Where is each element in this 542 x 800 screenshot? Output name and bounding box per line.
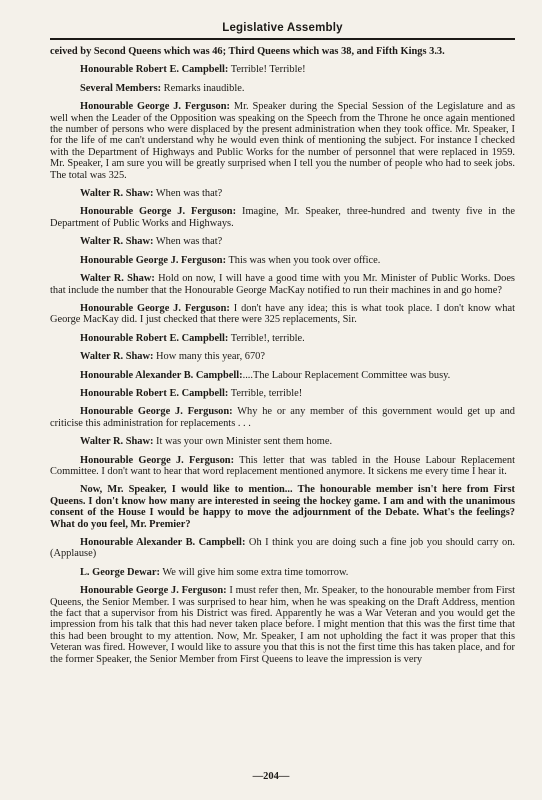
speech-text: Mr. Speaker during the Special Session of the Legislature and as well when the Leader of the Opposition was speaking on the Speech from the Throne he once again mentioned the number of persons who were displaced by the present administration when they took office. Mr. Speaker, I for the life of me can't understand why he would even think of mentioning the subject. For instance I checked with the Department of Highways and Public Works for the number of personnel that were replaced in 1959. Mr. Speaker, I am sure you will be greatly surprised when I tell you the number of people who had to seek jobs. The total was 325.	[50, 101, 515, 181]
speaker-name: Honourable George J. Ferguson:	[80, 302, 230, 314]
transcript-paragraph	[50, 273, 515, 296]
speech-text: Imagine, Mr. Speaker, three-hundred and twenty five in the Department of Public Works and Highways.	[50, 206, 515, 229]
transcript-paragraph	[50, 255, 515, 266]
speaker-name: Honourable George J. Ferguson:	[80, 454, 235, 466]
transcript-paragraph	[50, 484, 515, 530]
transcript-paragraph	[50, 406, 515, 429]
speech-text: Now, Mr. Speaker, I would like to mention... The honourable member isn't here from First Queens. I don't know how many are interested in seeing the hockey game. I am and with the unanimous consent of the House I would be happy to move the adjournment of the Debate. What's the feelings? What do you feel, Mr. Premier?	[50, 484, 515, 530]
transcript-body	[50, 46, 515, 665]
transcript-paragraph	[50, 188, 515, 199]
speech-text: This letter that was tabled in the House Labour Replacement Committee. I don't want to hear that word replacement mentioned anymore. It sickens me every time I hear it.	[50, 454, 515, 477]
speech-text: ....The Labour Replacement Committee was busy.	[242, 369, 451, 381]
transcript-paragraph	[50, 351, 515, 362]
speech-text: Terrible! Terrible!	[228, 64, 306, 76]
speech-text: Terrible, terrible!	[228, 387, 303, 399]
speaker-name: Honourable George J. Ferguson:	[80, 585, 227, 597]
speech-text: This was when you took over office.	[226, 254, 381, 266]
speaker-name: Walter R. Shaw:	[80, 188, 154, 200]
transcript-paragraph	[50, 537, 515, 560]
speech-text: ceived by Second Queens which was 46; Third Queens which was 38, and Fifth Kings 3.3.	[50, 46, 445, 57]
transcript-paragraph	[50, 101, 515, 181]
speech-text: I must refer then, Mr. Speaker, to the honourable member from First Queens, the Senior Member. I was surprised to hear him, when he was speaking on the Draft Address, mention the fact that a supervisor from his District was fired. Apparently he was a War Veteran and you would get the impression from his talk that this had never taken place before. I might mention that this was the first time that this had been brought to my attention. Now, Mr. Speaker, I am not upholding the fact it was proper that this Veteran was fired. However, I would like to assure you that this is not the first time this has taken place, and for the former Speaker, the Senior Member from First Queens to leave the impression is very	[50, 585, 515, 665]
speech-text: Why he or any member of this government would get up and criticise this administration for replacements . . .	[50, 406, 515, 429]
speech-text: We will give him some extra time tomorrow.	[159, 566, 349, 578]
speaker-name: Several Members:	[80, 82, 162, 94]
transcript-paragraph	[50, 303, 515, 326]
transcript-paragraph	[50, 83, 515, 94]
header-rule	[50, 38, 515, 40]
speaker-name: Walter R. Shaw:	[80, 273, 155, 285]
speech-text: It was your own Minister sent them home.	[153, 436, 333, 448]
transcript-paragraph	[50, 388, 515, 399]
speaker-name: Honourable George J. Ferguson:	[80, 101, 230, 113]
speech-text: Hold on now, I will have a good time with you Mr. Minister of Public Works. Does that include the number that the Honourable George MacKay notified to run their machines in and go home?	[50, 273, 515, 296]
transcript-paragraph	[50, 567, 515, 578]
speaker-name: Honourable Alexander B. Campbell:	[80, 537, 246, 548]
speech-text: Remarks inaudible.	[161, 82, 245, 94]
transcript-paragraph	[50, 206, 515, 229]
transcript-paragraph	[50, 585, 515, 665]
speech-text: Oh I think you are doing such a fine job you should carry on. (Applause)	[50, 537, 515, 560]
speech-text: When was that?	[153, 236, 223, 248]
speaker-name: Honourable George J. Ferguson:	[80, 254, 227, 266]
running-title: Legislative Assembly	[222, 22, 343, 34]
speaker-name: Honourable Robert E. Campbell:	[80, 332, 229, 344]
page-number: —204—	[252, 771, 290, 782]
transcript-paragraph	[50, 64, 515, 75]
transcript-paragraph	[50, 455, 515, 478]
speaker-name: Honourable Robert E. Campbell:	[80, 64, 229, 76]
speech-text: When was that?	[153, 188, 223, 200]
speaker-name: Walter R. Shaw:	[80, 436, 154, 448]
transcript-paragraph	[50, 370, 515, 381]
transcript-paragraph	[50, 236, 515, 247]
speaker-name: Honourable George J. Ferguson:	[80, 406, 233, 418]
speaker-name: Honourable Robert E. Campbell:	[80, 387, 229, 399]
speaker-name: L. George Dewar:	[80, 566, 160, 578]
speaker-name: Honourable George J. Ferguson:	[80, 206, 237, 218]
speaker-name: Walter R. Shaw:	[80, 236, 154, 248]
speech-text: How many this year, 670?	[153, 351, 265, 363]
speech-text: Terrible!, terrible.	[228, 332, 305, 344]
transcript-paragraph	[50, 436, 515, 447]
speaker-name: Honourable Alexander B. Campbell:	[80, 369, 243, 381]
speech-text: I don't have any idea; this is what took place. I don't know what George MacKay did. I just checked that there were 325 replacements, Sir.	[50, 302, 515, 326]
transcript-paragraph	[50, 46, 515, 57]
speaker-name: Walter R. Shaw:	[80, 351, 154, 363]
transcript-paragraph	[50, 333, 515, 344]
